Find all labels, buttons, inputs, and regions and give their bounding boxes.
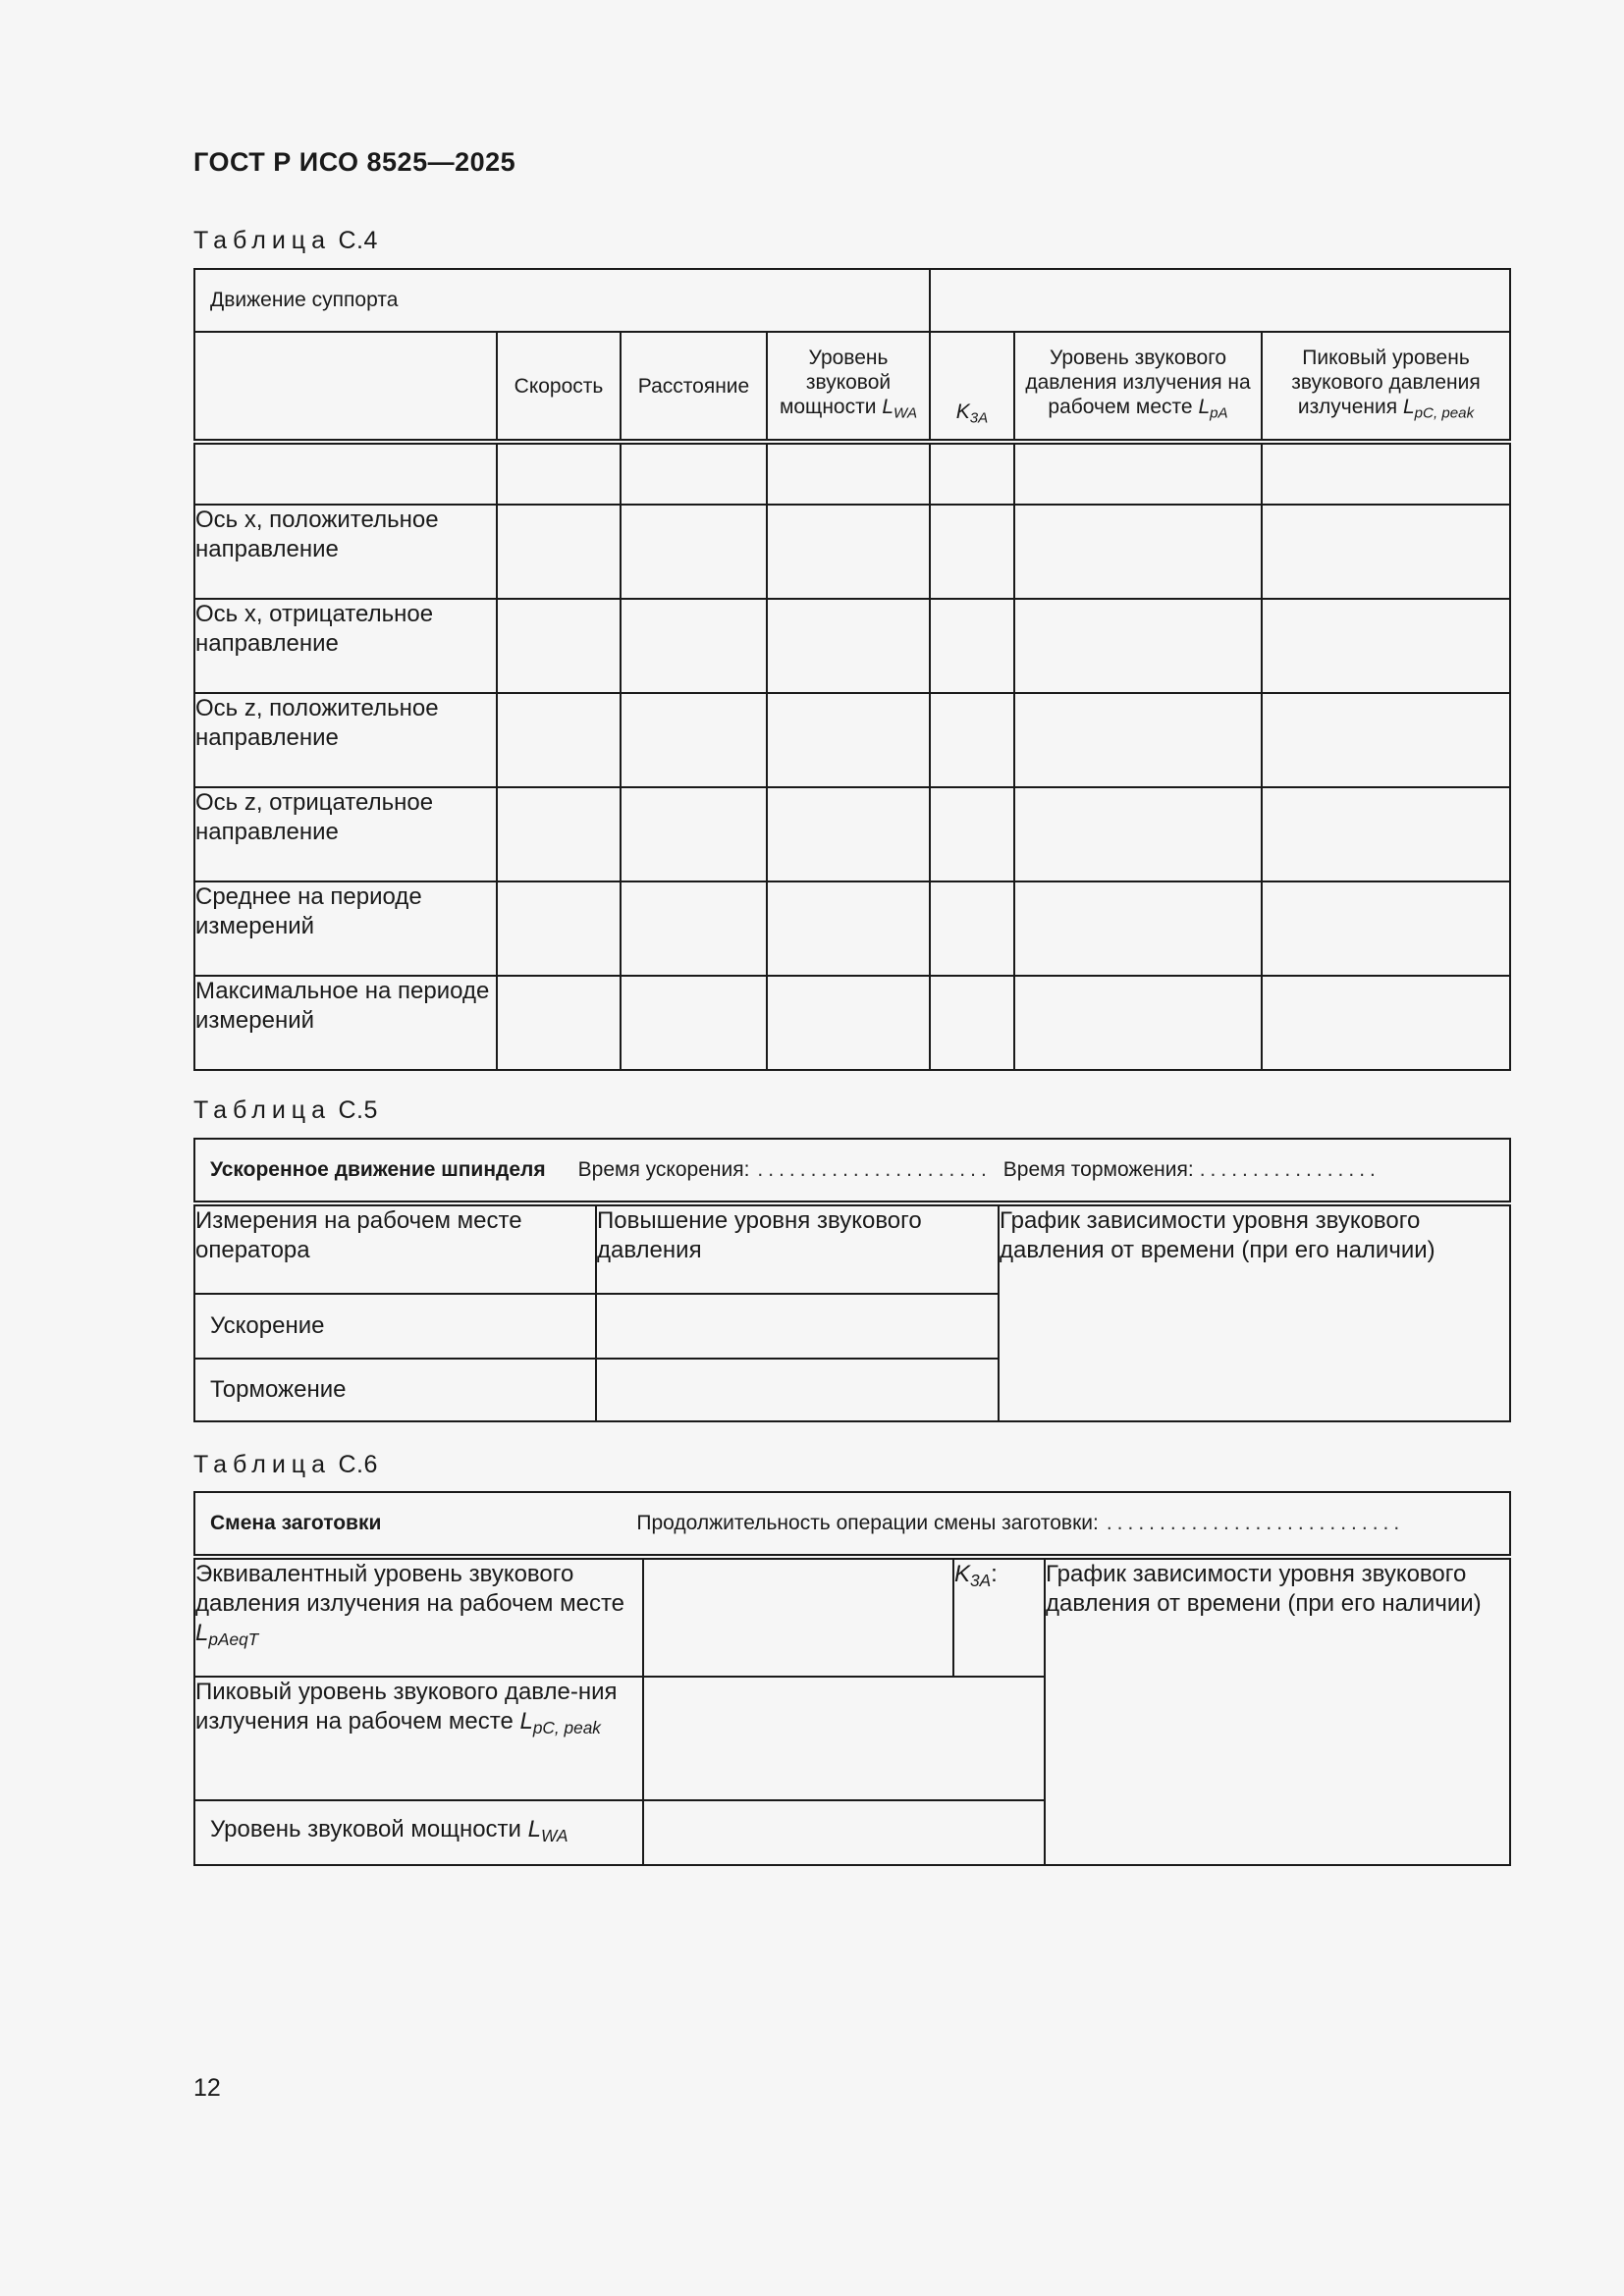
- table-c6-k-symbol: K: [954, 1561, 971, 1587]
- table-c5-row-accel: Ускорение: [194, 1294, 596, 1359]
- table-c4-row-label: Максимальное на периоде измерений: [194, 976, 497, 1070]
- table-c4-col-peak-sub: pC, peak: [1414, 404, 1475, 422]
- table-c6-row-power-label: Уровень звуковой мощности: [210, 1815, 521, 1842]
- table-c4-col-k-sub: 3A: [969, 410, 989, 427]
- table-c6-row-peak-label: Пиковый уровень звукового давле-ния излучения на рабочем месте: [195, 1679, 618, 1735]
- table-c6: [193, 1491, 1511, 1866]
- table-c4-col-speed: Скорость: [497, 332, 621, 442]
- table-row: [194, 976, 1510, 1070]
- table-c4-row-label: Ось z, отрицательное направление: [194, 787, 497, 881]
- table-c5-col-increase: Повышение уровня звукового давления: [596, 1203, 999, 1294]
- table-c6-row-peak-value: [643, 1677, 1045, 1800]
- table-c5-caption: [193, 1096, 378, 1125]
- table-c4-row-label: Ось x, отрицательное направление: [194, 599, 497, 693]
- table-c5-accel-time-label: Время ускорения:: [577, 1158, 750, 1181]
- table-c4-col-k-symbol: K: [955, 400, 970, 424]
- table-c6-row-peak-symbol: L: [519, 1708, 533, 1735]
- table-c5-brake-time-dots: .................: [1199, 1158, 1380, 1181]
- table-c4-col-power-symbol: L: [882, 396, 893, 419]
- table-row: [194, 787, 1510, 881]
- table-c6-k-sub: 3A: [970, 1571, 992, 1591]
- table-c5-accel-time-dots: ......................: [757, 1158, 992, 1181]
- table-c6-k-cell: [953, 1557, 1045, 1677]
- table-c4-header-empty: [194, 332, 497, 442]
- table-row: [194, 693, 1510, 787]
- table-row: [194, 1557, 1510, 1677]
- table-c4-col-pressure-symbol: L: [1198, 396, 1211, 419]
- table-c4-col-power-sub: WA: [893, 404, 918, 422]
- table-c4-blank-row: [194, 442, 1510, 505]
- table-c6-caption-number: С.6: [338, 1451, 378, 1478]
- table-row: [194, 881, 1510, 976]
- table-c5-caption-number: С.5: [338, 1096, 378, 1124]
- table-c4-col-power: [767, 332, 930, 442]
- table-c6-row-peak: [194, 1677, 643, 1800]
- table-c4-col-power-label: Уровень звуковой мощности: [779, 347, 892, 419]
- table-c5-row-brake: Торможение: [194, 1359, 596, 1421]
- table-c6-row-equiv-label: Эквивалентный уровень звукового давления излучения на рабочем месте: [195, 1561, 625, 1617]
- table-c6-row-power: [194, 1800, 643, 1865]
- table-c6-graph: График зависимости уровня звукового давления от времени (при его наличии): [1045, 1557, 1510, 1865]
- table-c4-col-peak-symbol: L: [1402, 396, 1415, 419]
- table-c4: [193, 268, 1511, 1071]
- table-c4-col-peak-label: Пиковый уровень звукового давления излучения: [1291, 347, 1481, 419]
- table-c6-row-power-symbol: L: [527, 1815, 541, 1842]
- table-c6-caption-word: Таблица: [193, 1451, 332, 1478]
- table-c4-caption-number: С.4: [338, 227, 378, 254]
- table-c6-duration-dots: ............................: [1106, 1512, 1405, 1534]
- table-c6-caption: [193, 1451, 378, 1479]
- table-c5: [193, 1138, 1511, 1422]
- table-c6-row-equiv-value: [643, 1557, 953, 1677]
- table-c4-col-pressure-sub: pA: [1210, 404, 1228, 422]
- table-c4-row-label: Ось x, положительное направление: [194, 505, 497, 599]
- table-c4-row-label: Среднее на периоде измерений: [194, 881, 497, 976]
- table-c4-group-empty: [930, 269, 1510, 332]
- table-c5-col-graph: График зависимости уровня звукового давления от времени (при его наличии): [999, 1203, 1510, 1421]
- table-c6-row-equiv-symbol: L: [195, 1620, 209, 1646]
- table-c5-group-row: [194, 1139, 1510, 1203]
- table-c6-row-power-sub: WA: [541, 1826, 568, 1846]
- table-c4-row-label: Ось z, положительное направление: [194, 693, 497, 787]
- table-c6-group-row: [194, 1492, 1510, 1557]
- table-c6-group-title: Смена заготовки: [210, 1512, 382, 1534]
- table-row: [194, 505, 1510, 599]
- table-c6-row-equiv: [194, 1557, 643, 1677]
- table-c6-k-suffix: :: [991, 1561, 998, 1587]
- table-c4-col-pressure: [1014, 332, 1262, 442]
- table-c4-caption-word: Таблица: [193, 227, 332, 254]
- table-row: [194, 599, 1510, 693]
- table-c6-row-peak-sub: pC, peak: [532, 1718, 601, 1738]
- table-c4-caption: [193, 227, 378, 255]
- page-number: 12: [193, 2074, 221, 2102]
- table-c5-caption-word: Таблица: [193, 1096, 332, 1124]
- table-c4-col-distance: Расстояние: [621, 332, 767, 442]
- table-c4-group-title: Движение суппорта: [194, 269, 930, 332]
- table-c5-group-title: Ускоренное движение шпинделя: [210, 1158, 546, 1181]
- table-c6-row-equiv-sub: pAeqT: [208, 1629, 259, 1650]
- table-c4-col-peak: [1262, 332, 1510, 442]
- table-c4-col-k: [930, 332, 1014, 442]
- table-c6-duration-label: Продолжительность операции смены заготовки:: [636, 1512, 1099, 1534]
- table-c4-col-pressure-label: Уровень звукового давления излучения на рабочем месте: [1025, 347, 1251, 419]
- table-c5-col-measure: Измерения на рабочем месте оператора: [194, 1203, 596, 1294]
- table-c5-brake-time-label: Время торможения:: [1002, 1158, 1194, 1181]
- table-c6-row-power-value: [643, 1800, 1045, 1865]
- document-header: ГОСТ Р ИСО 8525—2025: [193, 147, 516, 177]
